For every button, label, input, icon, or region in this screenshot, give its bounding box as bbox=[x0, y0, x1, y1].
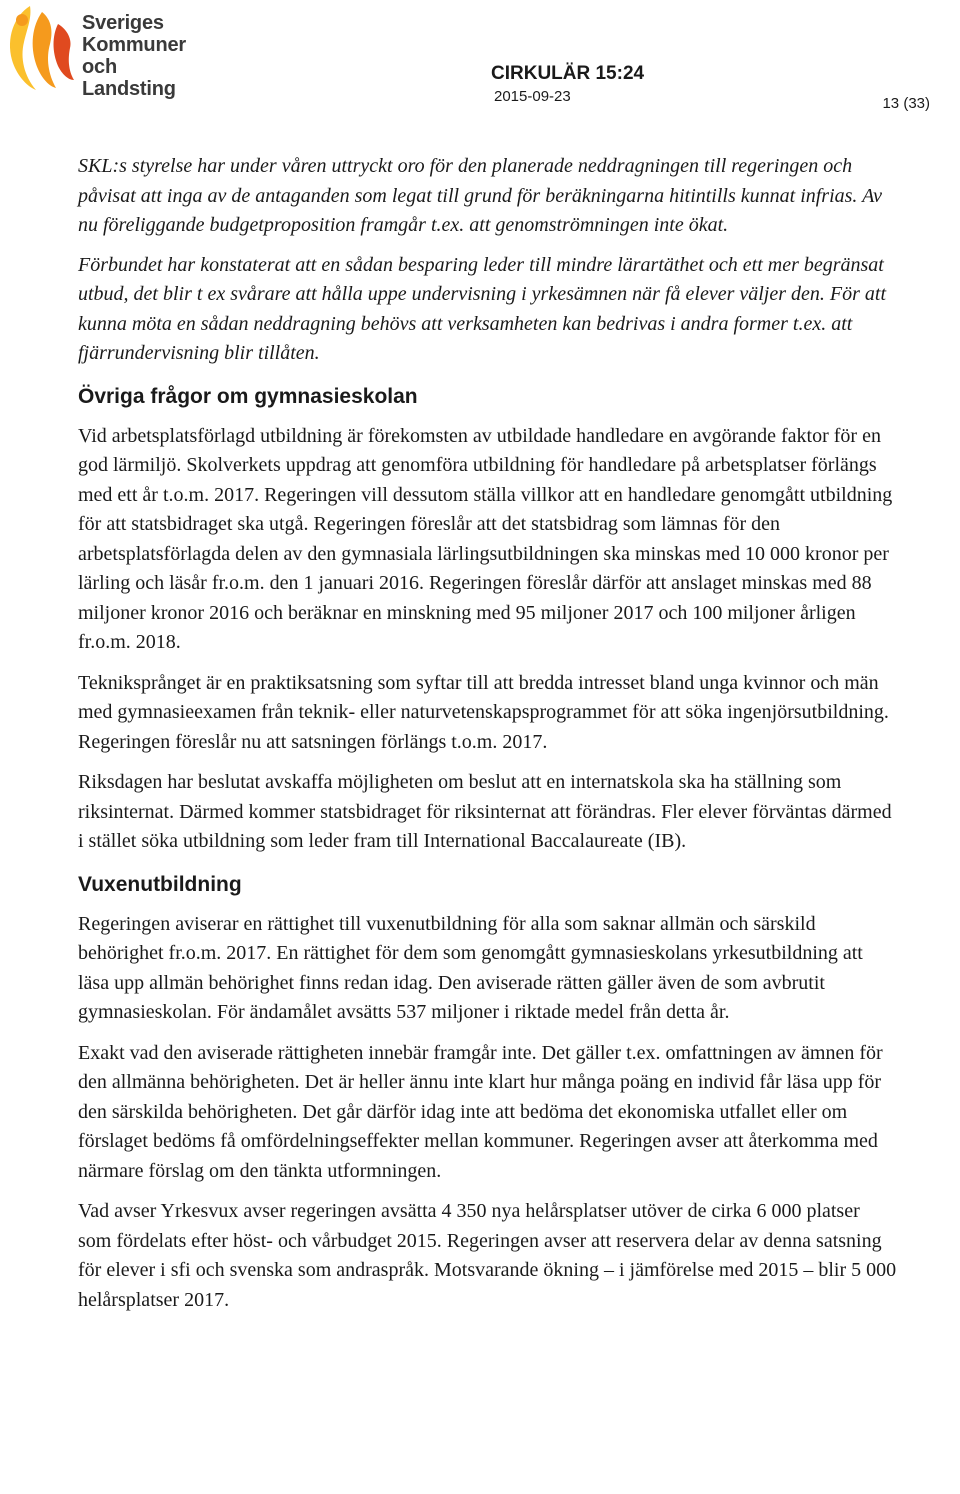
intro-paragraph: SKL:s styrelse har under våren uttryckt oro för den planerade neddragningen till regeringen och påvisat att inga av de antaganden som legat till grund för beräkningarna hitintills kunnat infrias. Av nu föreliggande budgetproposition framgår t.ex. att genomströmningen inte ökat. bbox=[78, 155, 883, 236]
body-paragraph: Riksdagen har beslutat avskaffa möjligheten om beslut att en internatskola ska ha ställning som riksinternat. Därmed kommer statsbidraget för riksinternat att förändras. Fler elever förväntas därmed i stället söka utbildning som leder fram till International Baccalaureate (IB). bbox=[78, 771, 892, 852]
body-paragraph: Regeringen aviserar en rättighet till vuxenutbildning för alla som saknar allmän och särskild behörighet fr.o.m. 2017. En rättighet för dem som genomgått gymnasieskolans yrkesutbildning att läsa upp allmän behörighet finns redan idag. Den aviserade rätten gäller även de som avbrutit gymnasieskolan. För ändamålet avsätts 537 miljoner i riktade medel från detta år. bbox=[78, 912, 863, 1023]
body-paragraph: Exakt vad den aviserade rättigheten innebär framgår inte. Det gäller t.ex. omfattningen av ämnen för den allmänna behörigheten. Det är heller ännu inte klart hur många poäng en individ får läsa upp för den särskilda behörigheten. Det går därför idag inte att bedöma det ekonomiska utfallet eller om förslaget bedöms få omfördelningseffekter mellan kommuner. Regeringen avser att återkomma med närmare förslag om den tänkta utformningen. bbox=[78, 1041, 883, 1182]
page-number: 13 (33) bbox=[882, 95, 930, 112]
logo-line-3: och Landsting bbox=[82, 56, 176, 100]
document-body bbox=[78, 152, 898, 1315]
logo-line-2: Kommuner bbox=[82, 34, 186, 56]
body-paragraph: Tekniksprånget är en praktiksatsning som syftar till att bredda intresset bland unga kvinnor och män med gymnasieexamen från teknik- eller naturvetenskapsprogrammet för att söka ingenjörsutbildning. Regeringen föreslår nu att satsningen förlängs t.o.m. 2017. bbox=[78, 671, 889, 753]
body-paragraph: Vad avser Yrkesvux avser regeringen avsätta 4 350 nya helårsplatser utöver de cirka 6 000 platser som fördelats efter höst- och vårbudget 2015. Regeringen avser att reservera delar av denna satsning för elever i sfi och svenska som andraspråk. Motsvarande ökning – i jämförelse med 2015 – blir 5 000 helårsplatser 2017. bbox=[78, 1200, 897, 1311]
intro-paragraph: Förbundet har konstaterat att en sådan besparing leder till mindre lärartäthet och ett mer begränsat utbud, det blir t ex svårare att hålla uppe undervisning i yrkesämnen när få elever väljer den. För att kunna möta en sådan neddragning behövs att verksamheten kan bedrivas i andra former t.ex. att fjärrundervisning blir tillåten. bbox=[78, 253, 886, 364]
circular-title: CIRKULÄR 15:24 bbox=[491, 63, 645, 84]
logo-line-1: Sveriges bbox=[82, 12, 164, 34]
section-heading-gymnasieskolan: Övriga frågor om gymnasieskolan bbox=[78, 384, 418, 408]
body-paragraph: Vid arbetsplatsförlagd utbildning är förekomsten av utbildade handledare en avgörande faktor för en god lärmiljö. Skolverkets uppdrag att genomföra utbildning för handledare på arbetsplatser förlängs med ett år t.o.m. 2017. Regeringen vill dessutom ställa villkor att en handledare genomgått utbildning för att statsbidraget ska utgå. Regeringen föreslår att det statsbidrag som lämnas för den arbetsplatsförlagda delen av den gymnasiala lärlingsutbildningen ska minskas med 10 000 kronor per lärling och läsår fr.o.m. den 1 januari 2016. Regeringen föreslår därför att anslaget minskas med 88 miljoner kronor 2016 och beräknar en minskning med 95 miljoner 2017 och 100 miljoner årligen fr.o.m. 2018. bbox=[78, 424, 893, 653]
skl-logo-mark-icon bbox=[2, 2, 82, 94]
logo-wordmark bbox=[82, 12, 216, 100]
skl-logo bbox=[2, 2, 216, 100]
circular-date: 2015-09-23 bbox=[494, 88, 571, 105]
section-heading-vuxenutbildning: Vuxenutbildning bbox=[78, 872, 242, 896]
